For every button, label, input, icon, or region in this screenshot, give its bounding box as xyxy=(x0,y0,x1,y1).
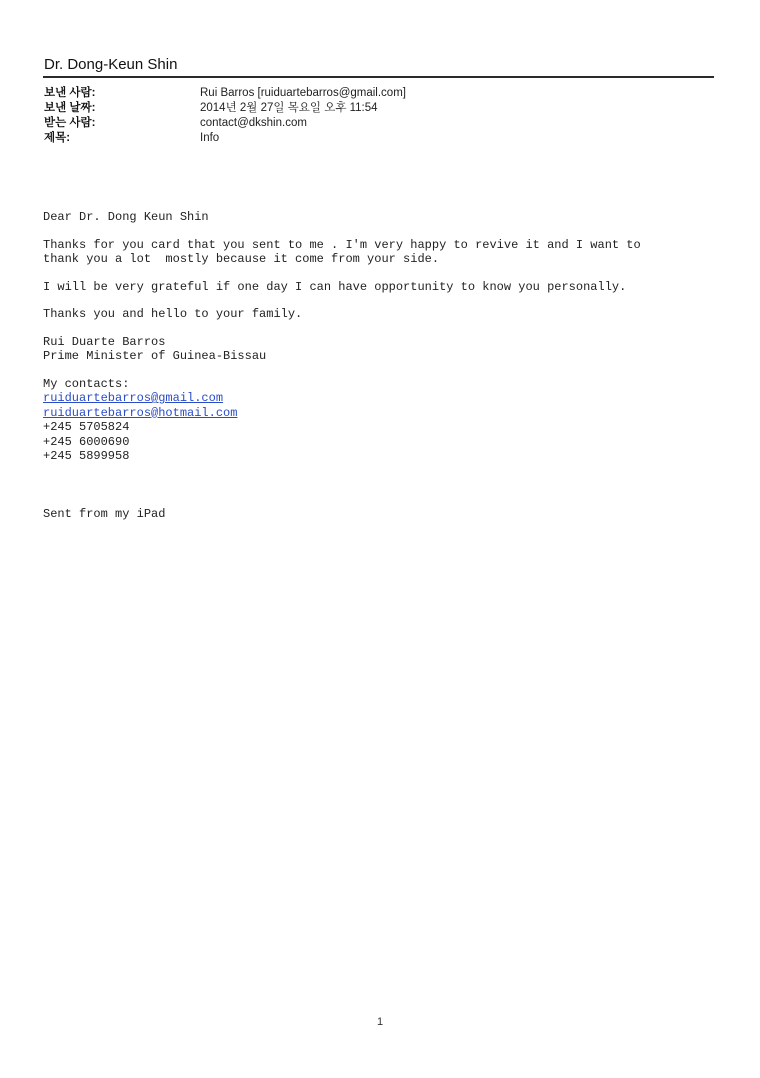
from-value: Rui Barros [ruiduartebarros@gmail.com] xyxy=(200,87,406,99)
from-label: 보낸 사람: xyxy=(44,87,96,99)
paragraph-3: Thanks you and hello to your family. xyxy=(43,307,303,321)
paragraph-1-line-1: Thanks for you card that you sent to me . I'm very happy to revive it and I want to xyxy=(43,237,641,252)
paragraph-2: I will be very grateful if one day I can have opportunity to know you personally. xyxy=(43,279,627,294)
subject-label: 제목: xyxy=(44,132,71,144)
sent-from-signature: Sent from my iPad xyxy=(43,507,166,521)
to-label: 받는 사람: xyxy=(44,117,96,129)
contacts-label: My contacts: xyxy=(43,376,130,391)
email-meta xyxy=(43,86,703,146)
email-link-hotmail[interactable]: ruiduartebarros@hotmail.com xyxy=(43,405,238,420)
page-header xyxy=(43,56,714,78)
page-number: 1 xyxy=(376,1016,384,1028)
paragraph-1 xyxy=(43,238,703,267)
signature-title: Prime Minister of Guinea-Bissau xyxy=(43,349,267,363)
email-body xyxy=(43,210,703,464)
contacts-block xyxy=(43,377,703,464)
signature-name: Rui Duarte Barros xyxy=(43,334,166,349)
signature xyxy=(43,335,703,364)
phone-2: +245 6000690 xyxy=(43,434,130,449)
phone-1: +245 5705824 xyxy=(43,420,130,434)
to-value: contact@dkshin.com xyxy=(200,117,307,129)
date-row xyxy=(43,101,703,116)
date-value: 2014년 2월 27일 목요일 오후 11:54 xyxy=(200,102,378,114)
email-link-gmail[interactable]: ruiduartebarros@gmail.com xyxy=(43,391,224,405)
paragraph-1-line-2: thank you a lot mostly because it come from your side. xyxy=(43,252,440,266)
to-row xyxy=(43,116,703,131)
from-row xyxy=(43,86,703,101)
subject-value: Info xyxy=(200,132,220,144)
date-label: 보낸 날짜: xyxy=(44,102,96,114)
greeting: Dear Dr. Dong Keun Shin xyxy=(43,210,209,224)
phone-3: +245 5899958 xyxy=(43,449,130,463)
mailbox-owner-name: Dr. Dong-Keun Shin xyxy=(44,56,178,73)
subject-row xyxy=(43,131,703,146)
